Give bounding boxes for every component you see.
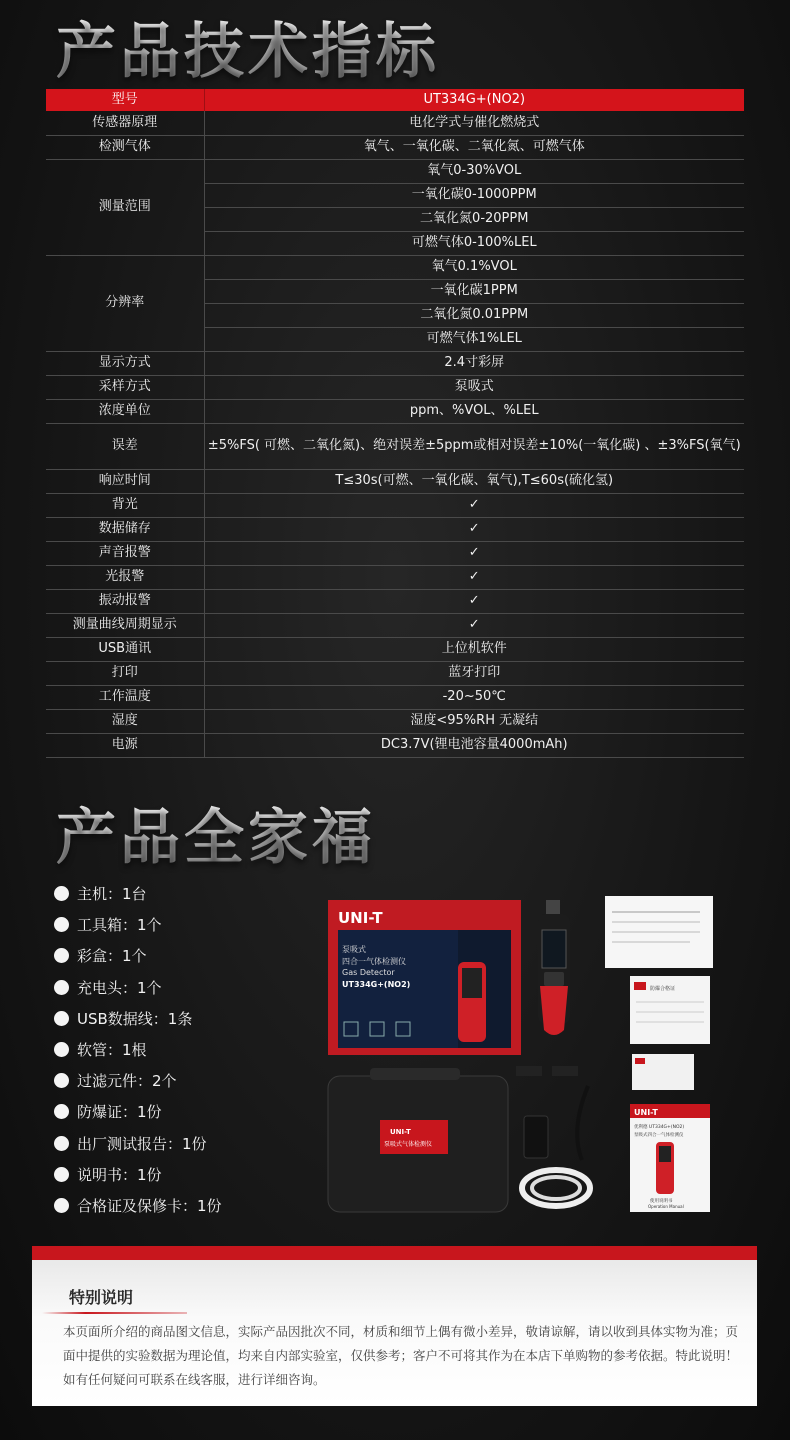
spec-value: ✓ xyxy=(204,517,744,541)
spec-label: 测量曲线周期显示 xyxy=(46,613,204,637)
bullet-icon xyxy=(54,1104,69,1119)
bullet-icon xyxy=(54,1198,69,1213)
list-item-text: 充电头：1个 xyxy=(77,978,162,997)
usb-cable xyxy=(577,1086,588,1160)
spec-label: 分辨率 xyxy=(46,255,204,351)
bullet-icon xyxy=(54,1073,69,1088)
box-line2: 四合一气体检测仪 xyxy=(342,957,406,966)
spec-value: 湿度<95%RH 无凝结 xyxy=(204,709,744,733)
list-item-text: USB数据线：1条 xyxy=(77,1009,193,1028)
bullet-icon xyxy=(54,948,69,963)
spec-row xyxy=(46,589,744,613)
box-brand: UNI-T xyxy=(338,909,383,927)
spec-row xyxy=(46,469,744,493)
spec-row xyxy=(46,709,744,733)
list-item xyxy=(54,1190,222,1221)
product-family-photo xyxy=(320,890,720,1220)
manual-footer-en: Operation Manual xyxy=(648,1204,684,1209)
spec-row xyxy=(46,565,744,589)
spec-label: 工作温度 xyxy=(46,685,204,709)
spec-label: 浓度单位 xyxy=(46,399,204,423)
list-item xyxy=(54,1034,222,1065)
spec-row xyxy=(46,637,744,661)
spec-label: 打印 xyxy=(46,661,204,685)
manual-device-name: 泵吸式四合一气体检测仪 xyxy=(634,1133,684,1138)
spec-value: 二氧化氮0-20PPM xyxy=(204,207,744,231)
list-item xyxy=(54,972,222,1003)
spec-label: 响应时间 xyxy=(46,469,204,493)
spec-header-label: 型号 xyxy=(46,89,204,111)
spec-value: 蓝牙打印 xyxy=(204,661,744,685)
charger xyxy=(524,1116,548,1158)
bullet-icon xyxy=(54,1042,69,1057)
spec-value: 2.4寸彩屏 xyxy=(204,351,744,375)
family-section-title: 产品全家福 xyxy=(56,790,376,876)
list-item xyxy=(54,1003,222,1034)
box-line1: 泵吸式 xyxy=(342,945,366,954)
explosion-proof-certificate xyxy=(630,976,710,1044)
spec-row xyxy=(46,159,744,183)
spec-value: 氧气、一氧化碳、二氧化氮、可燃气体 xyxy=(204,135,744,159)
gas-detector-device xyxy=(538,900,570,1035)
spec-row xyxy=(46,375,744,399)
spec-value: 上位机软件 xyxy=(204,637,744,661)
notice-accent-bar xyxy=(32,1246,757,1260)
spec-row xyxy=(46,493,744,517)
package-contents-list xyxy=(54,878,222,1221)
list-item xyxy=(54,878,222,909)
bullet-icon xyxy=(54,917,69,932)
case-name: 泵吸式气体检测仪 xyxy=(384,1141,433,1148)
bullet-icon xyxy=(54,980,69,995)
spec-value: T≤30s(可燃、一氧化碳、氧气),T≤60s(硫化氢) xyxy=(204,469,744,493)
user-manual xyxy=(630,1104,710,1212)
list-item-text: 防爆证：1份 xyxy=(77,1103,162,1122)
spec-value: ✓ xyxy=(204,493,744,517)
spec-value: ✓ xyxy=(204,589,744,613)
spec-row xyxy=(46,517,744,541)
list-item-text: 说明书：1份 xyxy=(77,1165,162,1184)
bullet-icon xyxy=(54,886,69,901)
spec-header-value: UT334G+(NO2) xyxy=(204,89,744,111)
spec-value: 可燃气体1%LEL xyxy=(204,327,744,351)
spec-value: ✓ xyxy=(204,541,744,565)
spec-label: 声音报警 xyxy=(46,541,204,565)
list-item-text: 出厂测试报告：1份 xyxy=(77,1134,207,1153)
manual-model: 优利德 UT334G+(NO2) xyxy=(634,1125,685,1130)
certificate-title: 防爆合格证 xyxy=(650,986,676,992)
spec-row xyxy=(46,423,744,469)
notice-text: 本页面所介绍的商品图文信息，实际产品因批次不同，材质和细节上偶有微小差异，敬请谅解，请以收到具体实物为准；页面中提供的实验数据为理论值，均来自内部实验室，仅供参考；客户不可将其作为在本店下单购物的参考依据。特此说明！如有任何疑问可联系在线客服，进行详细咨询。 xyxy=(63,1324,739,1387)
list-item xyxy=(54,909,222,940)
list-item xyxy=(54,1096,222,1127)
list-item-text: 主机：1台 xyxy=(77,885,147,904)
list-item-text: 合格证及保修卡：1份 xyxy=(77,1196,222,1215)
spec-value: ✓ xyxy=(204,613,744,637)
spec-label: 检测气体 xyxy=(46,135,204,159)
spec-value: DC3.7V(锂电池容量4000mAh) xyxy=(204,733,744,757)
bullet-icon xyxy=(54,1167,69,1182)
spec-label: 光报警 xyxy=(46,565,204,589)
spec-label: 测量范围 xyxy=(46,159,204,255)
spec-label: 数据储存 xyxy=(46,517,204,541)
list-item-text: 软管：1根 xyxy=(77,1041,147,1060)
product-box xyxy=(328,900,521,1055)
list-item xyxy=(54,940,222,971)
list-item-text: 彩盒：1个 xyxy=(77,947,147,966)
bullet-icon xyxy=(54,1136,69,1151)
spec-label: 振动报警 xyxy=(46,589,204,613)
spec-row xyxy=(46,685,744,709)
spec-value: 氧气0-30%VOL xyxy=(204,159,744,183)
spec-row xyxy=(46,541,744,565)
list-item-text: 工具箱：1个 xyxy=(77,916,162,935)
notice-panel xyxy=(32,1260,757,1406)
box-model: UT334G+(NO2) xyxy=(342,980,411,989)
notice-divider xyxy=(42,1312,187,1314)
spec-value: 一氧化碳0-1000PPM xyxy=(204,183,744,207)
spec-label: 采样方式 xyxy=(46,375,204,399)
spec-row xyxy=(46,255,744,279)
spec-value: 可燃气体0-100%LEL xyxy=(204,231,744,255)
box-line3: Gas Detector xyxy=(342,968,395,977)
list-item xyxy=(54,1159,222,1190)
manual-brand: UNI-T xyxy=(634,1108,658,1117)
spec-label: USB通讯 xyxy=(46,637,204,661)
spec-label: 湿度 xyxy=(46,709,204,733)
spec-label: 误差 xyxy=(46,423,204,469)
spec-value: 电化学式与催化燃烧式 xyxy=(204,111,744,135)
spec-value: ppm、%VOL、%LEL xyxy=(204,399,744,423)
bullet-icon xyxy=(54,1011,69,1026)
spec-row xyxy=(46,399,744,423)
tool-case xyxy=(328,1068,508,1212)
spec-row xyxy=(46,661,744,685)
notice-title: 特别说明 xyxy=(69,1288,134,1307)
warranty-card xyxy=(632,1054,694,1090)
spec-value: 泵吸式 xyxy=(204,375,744,399)
spec-row xyxy=(46,135,744,159)
spec-table xyxy=(46,89,744,758)
list-item xyxy=(54,1128,222,1159)
spec-value: ±5%FS( 可燃、二氧化氮)、绝对误差±5ppm或相对误差±10%(一氧化碳) 、±3%FS(氧气) xyxy=(204,423,744,469)
spec-value: 一氧化碳1PPM xyxy=(204,279,744,303)
manual-footer: 使用说明书 xyxy=(650,1199,673,1204)
test-report xyxy=(605,896,713,968)
spec-row xyxy=(46,733,744,757)
spec-section-title: 产品技术指标 xyxy=(56,4,440,90)
spec-value: ✓ xyxy=(204,565,744,589)
spec-value: -20~50℃ xyxy=(204,685,744,709)
spec-label: 背光 xyxy=(46,493,204,517)
spec-value: 二氧化氮0.01PPM xyxy=(204,303,744,327)
hose xyxy=(522,1170,590,1206)
spec-row xyxy=(46,351,744,375)
spec-label: 传感器原理 xyxy=(46,111,204,135)
spec-label: 电源 xyxy=(46,733,204,757)
spec-value: 氧气0.1%VOL xyxy=(204,255,744,279)
spec-row xyxy=(46,111,744,135)
filter-elements xyxy=(516,1066,578,1076)
list-item-text: 过滤元件：2个 xyxy=(77,1072,177,1091)
spec-label: 显示方式 xyxy=(46,351,204,375)
spec-row xyxy=(46,613,744,637)
case-brand: UNI-T xyxy=(390,1128,411,1136)
list-item xyxy=(54,1065,222,1096)
spec-table-header xyxy=(46,89,744,111)
